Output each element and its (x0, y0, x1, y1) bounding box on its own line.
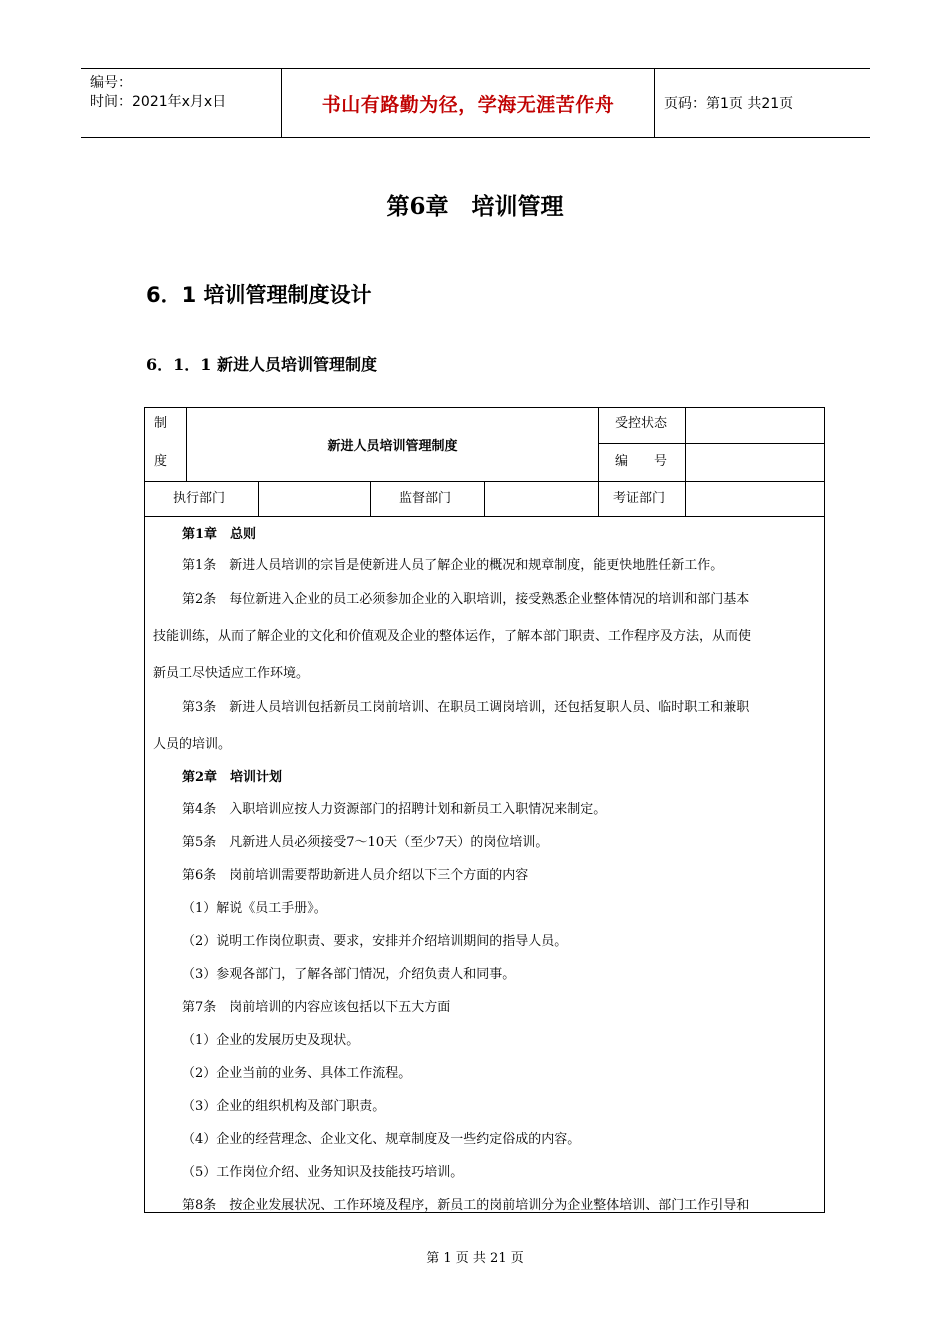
article-3-line-2: 人员的培训。 (153, 737, 232, 752)
article-7-item-3: （3）企业的组织机构及部门职责。 (182, 1099, 386, 1114)
chapter-title: 第6章 培训管理 (386, 193, 564, 220)
article-2-line-2: 技能训练，从而了解企业的文化和价值观及企业的整体运作，了解本部门职责、工作程序及方法，从而使 (153, 629, 752, 644)
article-7-item-4: （4）企业的经营理念、企业文化、规章制度及一些约定俗成的内容。 (182, 1132, 581, 1147)
article-8-line-1: 第8条 按企业发展状况、工作环境及程序，新员工的岗前培训分为企业整体培训、部门工作引导和 (182, 1198, 750, 1213)
article-6: 第6条 岗前培训需要帮助新进人员介绍以下三个方面的内容 (182, 868, 529, 883)
article-6-item-1: （1）解说《员工手册》。 (182, 901, 327, 916)
article-7: 第7条 岗前培训的内容应该包括以下五大方面 (182, 1000, 451, 1015)
page-footer: 第 1 页 共 21 页 (426, 1251, 524, 1266)
page-info: 页码：第1页 共21页 (664, 96, 794, 112)
chapter-2-heading: 第2章 培训计划 (182, 770, 283, 785)
section-title: 6．1 培训管理制度设计 (146, 283, 372, 307)
article-6-item-2: （2）说明工作岗位职责、要求，安排并介绍培训期间的指导人员。 (182, 934, 568, 949)
form-certify-dept-label: 考证部门 (613, 491, 666, 506)
article-7-item-2: （2）企业当前的业务、具体工作流程。 (182, 1066, 412, 1081)
header-meta (81, 69, 282, 137)
regulation-form (144, 407, 825, 1213)
form-number-label: 编 号 (615, 454, 668, 469)
subsection-title: 6．1．1 新进人员培训管理制度 (146, 355, 377, 374)
article-4: 第4条 入职培训应按人力资源部门的招聘计划和新员工入职情况来制定。 (182, 802, 607, 817)
chapter-1-heading: 第1章 总则 (182, 527, 257, 542)
article-5: 第5条 凡新进人员必须接受7～10天（至少7天）的岗位培训。 (182, 835, 549, 850)
article-3-line-1: 第3条 新进人员培训包括新员工岗前培训、在职员工调岗培训，还包括复职人员、临时职工和兼职 (182, 700, 750, 715)
form-label-du: 度 (154, 454, 168, 469)
article-2-line-3: 新员工尽快适应工作环境。 (153, 666, 310, 681)
form-controlled-status-label: 受控状态 (615, 416, 668, 431)
article-1: 第1条 新进人员培训的宗旨是使新进人员了解企业的概况和规章制度，能更快地胜任新工作。 (182, 558, 724, 573)
form-exec-dept-label: 执行部门 (173, 491, 226, 506)
form-label-zhi: 制 (154, 416, 168, 431)
time-label: 时间：2021年x月x日 (90, 94, 227, 110)
page-header (81, 68, 870, 138)
number-label: 编号： (90, 75, 132, 91)
form-supervise-dept-label: 监督部门 (399, 491, 452, 506)
motto: 书山有路勤为径，学海无涯苦作舟 (282, 69, 655, 137)
article-2-line-1: 第2条 每位新进入企业的员工必须参加企业的入职培训，接受熟悉企业整体情况的培训和部门基本 (182, 592, 750, 607)
article-7-item-5: （5）工作岗位介绍、业务知识及技能技巧培训。 (182, 1165, 464, 1180)
article-7-item-1: （1）企业的发展历史及现状。 (182, 1033, 360, 1048)
form-regulation-name: 新进人员培训管理制度 (327, 439, 458, 454)
article-6-item-3: （3）参观各部门，了解各部门情况，介绍负责人和同事。 (182, 967, 516, 982)
